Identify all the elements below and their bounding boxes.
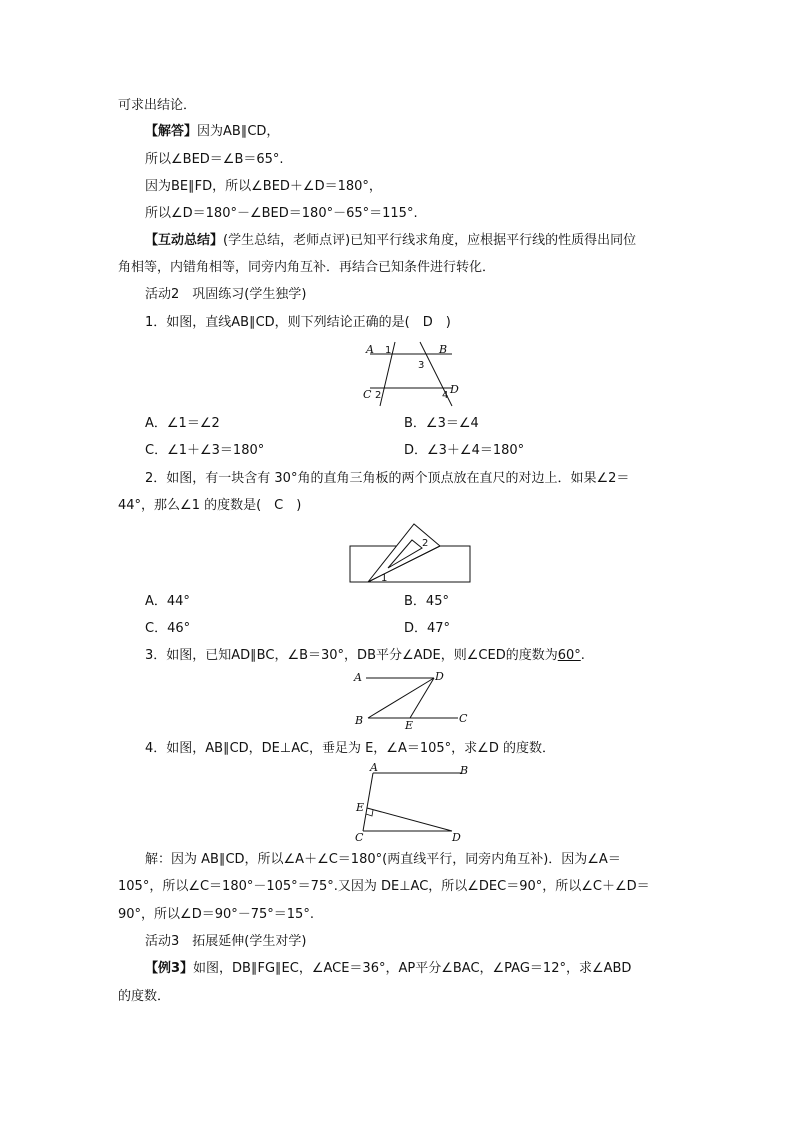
fig3-label-A: A — [354, 671, 362, 684]
figure-4 — [350, 762, 472, 844]
question-3-answer: 60° — [557, 648, 581, 663]
fig2-angle-1: 1 — [381, 573, 388, 584]
fig3-label-B: B — [355, 714, 364, 727]
question-3-period: . — [580, 648, 585, 663]
intro-line: 可求出结论． — [118, 98, 197, 113]
fig1-label-C: C — [363, 388, 372, 401]
activity-2-heading: 活动2 巩固练习(学生独学) — [145, 287, 307, 302]
fig1-angle-4: 4 — [442, 390, 449, 401]
solution-line-4: 所以∠D＝180°－∠BED＝180°－65°＝115°. — [145, 206, 418, 221]
solution-line-3: 因为BE∥FD，所以∠BED＋∠D＝180°， — [145, 179, 382, 194]
solution-4-line-1: 解：因为 AB∥CD，所以∠A＋∠C＝180°(两直线平行，同旁内角互补)．因为∠A＝ — [145, 852, 621, 867]
solution-label: 【解答】 — [145, 124, 198, 139]
fig1-label-A: A — [366, 343, 374, 356]
question-2-line-2: 44°，那么∠1 的度数是( C ) — [118, 498, 302, 513]
q2-option-b: B．45° — [404, 594, 449, 609]
q2-option-a: A．44° — [145, 594, 190, 609]
solution-line-1 — [145, 122, 705, 142]
q2-option-c: C．46° — [145, 621, 191, 636]
summary-label: 【互动总结】 — [145, 233, 224, 248]
fig1-angle-1: 1 — [385, 345, 392, 356]
fig4-label-C: C — [355, 831, 364, 844]
solution-text-1: 因为AB∥CD， — [197, 124, 280, 139]
figure-2 — [348, 522, 474, 586]
summary-line-2: 角相等，内错角相等，同旁内角互补．再结合已知条件进行转化． — [118, 260, 496, 275]
q2-option-d: D．47° — [404, 621, 451, 636]
q1-option-c: C．∠1＋∠3＝180° — [145, 443, 265, 458]
example-3-line-1 — [145, 959, 705, 979]
fig1-label-D: D — [450, 383, 459, 396]
question-3 — [145, 646, 705, 666]
q1-option-d: D．∠3＋∠4＝180° — [404, 443, 525, 458]
summary-text-1: (学生总结，老师点评)已知平行线求角度，应根据平行线的性质得出同位 — [223, 233, 637, 248]
question-4: 4．如图，AB∥CD，DE⊥AC，垂足为 E，∠A＝105°，求∠D 的度数． — [145, 741, 555, 756]
fig3-label-C: C — [459, 712, 468, 725]
question-1: 1．如图，直线AB∥CD，则下列结论正确的是( D ) — [145, 315, 451, 330]
question-3-text: 3．如图，已知AD∥BC，∠B＝30°，DB平分∠ADE，则∠CED的度数为 — [145, 648, 558, 663]
fig4-label-D: D — [452, 831, 461, 844]
figure-1 — [360, 340, 470, 410]
activity-3-heading: 活动3 拓展延伸(学生对学) — [145, 934, 307, 949]
fig4-label-E: E — [356, 801, 365, 814]
fig3-label-D: D — [435, 670, 444, 683]
q1-option-a: A．∠1＝∠2 — [145, 416, 220, 431]
fig2-angle-2: 2 — [422, 538, 429, 549]
fig1-angle-3: 3 — [418, 360, 425, 371]
figure-3 — [350, 668, 475, 730]
summary-line-1 — [145, 231, 705, 251]
example-3-text-1: 如图，DB∥FG∥EC，∠ACE＝36°，AP平分∠BAC，∠PAG＝12°，求∠ABD — [193, 961, 632, 976]
fig4-label-B: B — [460, 764, 469, 777]
fig4-label-A: A — [370, 762, 378, 774]
q1-option-b: B．∠3＝∠4 — [404, 416, 479, 431]
example-3-line-2: 的度数． — [118, 989, 171, 1004]
example-3-label: 【例3】 — [145, 961, 194, 976]
solution-4-line-3: 90°，所以∠D＝90°－75°＝15°. — [118, 907, 314, 922]
solution-line-2: 所以∠BED＝∠B＝65°. — [145, 152, 284, 167]
solution-4-line-2: 105°，所以∠C＝180°－105°＝75°.又因为 DE⊥AC，所以∠DEC＝90°，所以∠C＋∠D＝ — [118, 879, 650, 894]
question-2-line-1: 2．如图，有一块含有 30°角的直角三角板的两个顶点放在直尺的对边上．如果∠2＝ — [145, 471, 630, 486]
fig1-angle-2: 2 — [375, 390, 382, 401]
fig1-label-B: B — [439, 343, 448, 356]
fig3-label-E: E — [405, 719, 414, 730]
